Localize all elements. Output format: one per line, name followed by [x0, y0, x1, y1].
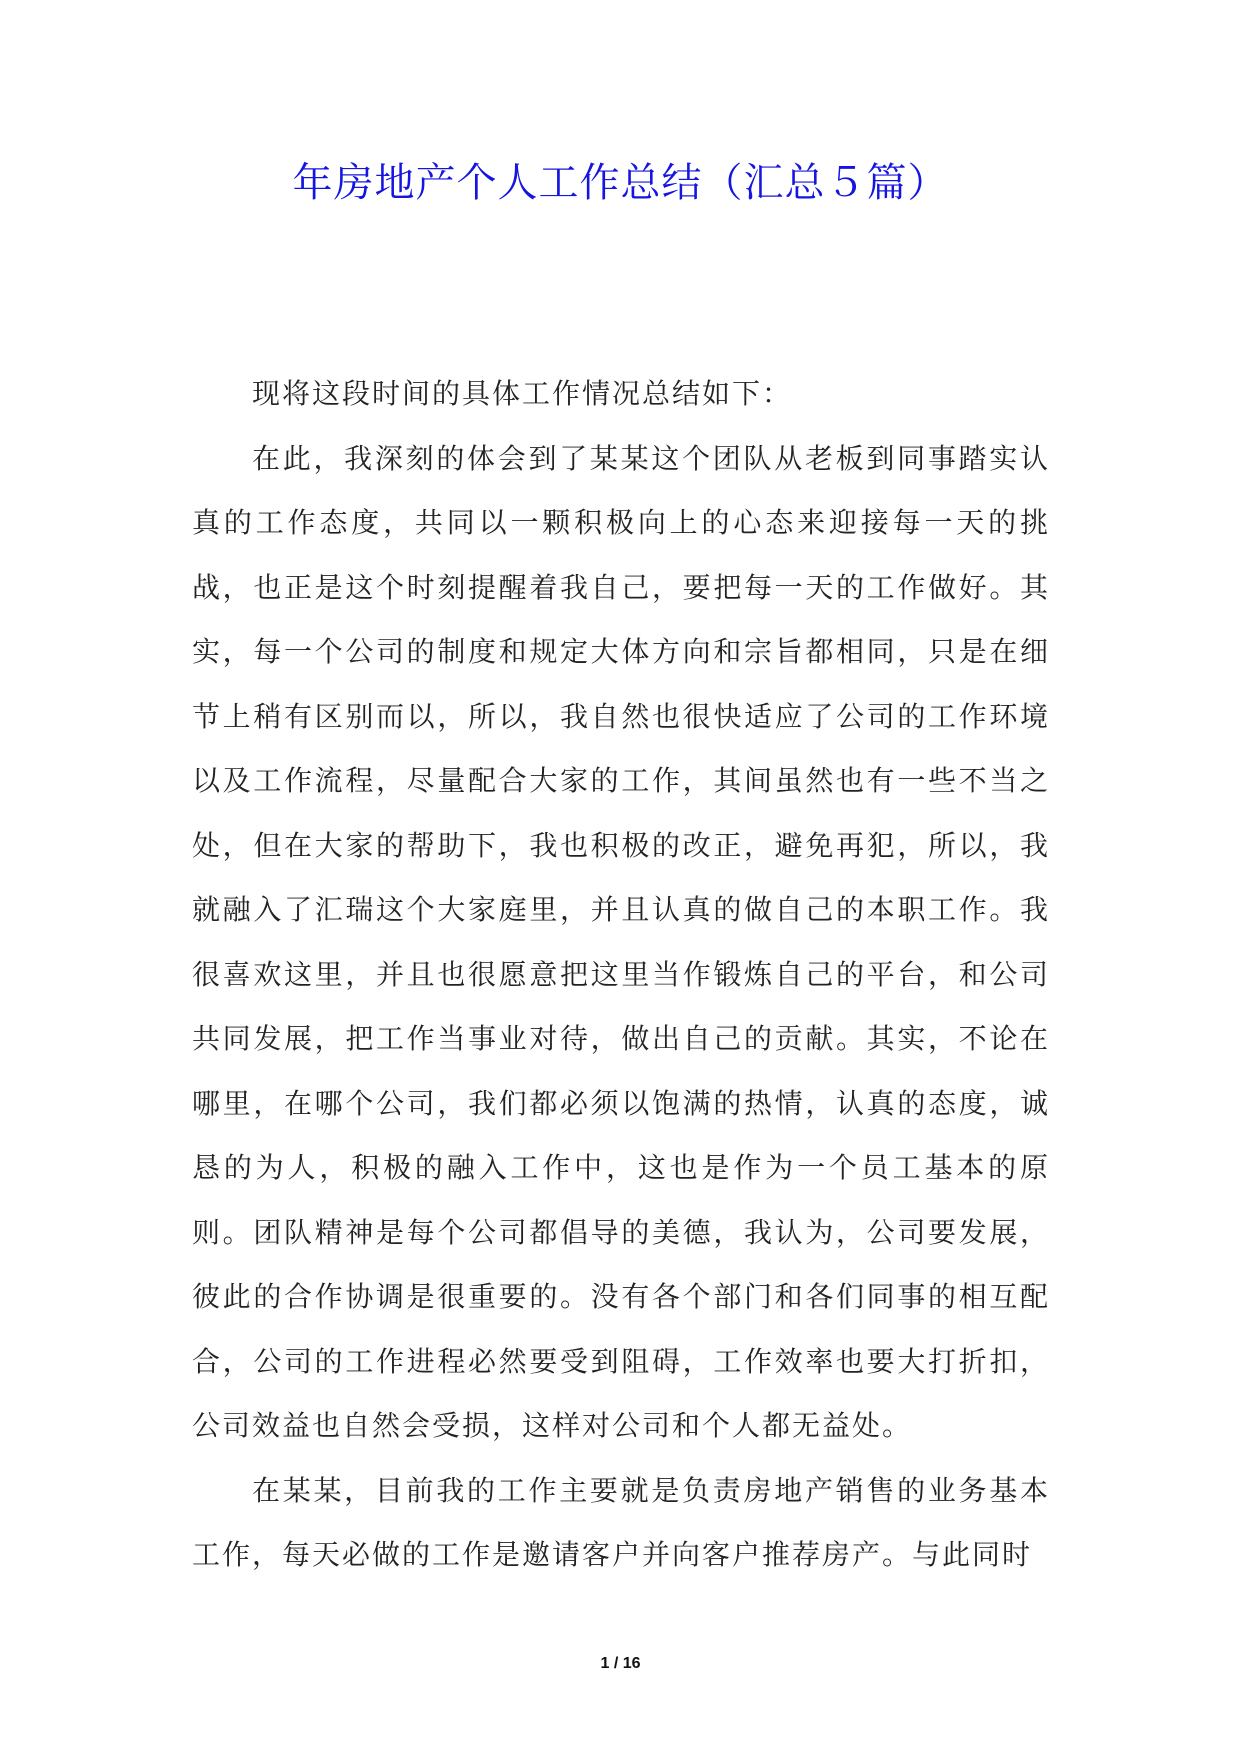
page-number: 1 / 16 — [600, 1655, 641, 1672]
document-body — [192, 362, 1050, 1588]
paragraph-intro: 现将这段时间的具体工作情况总结如下： — [252, 377, 793, 410]
document-title: 年房地产个人工作总结（汇总５篇） — [292, 160, 949, 206]
paragraph-team-experience: 在此，我深刻的体会到了某某这个团队从老板到同事踏实认真的工作态度，共同以一颗积极向上的心态来迎接每一天的挑战，也正是这个时刻提醒着我自己，要把每一天的工作做好。其实，每一个公司的制度和规定大体方向和宗旨都相同，只是在细节上稍有区别而以，所以，我自然也很快适应了公司的工作环境以及工作流程，尽量配合大家的工作，其间虽然也有一些不当之处，但在大家的帮助下，我也积极的改正，避免再犯，所以，我就融入了汇瑞这个大家庭里，并且认真的做自己的本职工作。我很喜欢这里，并且也很愿意把这里当作锻炼自己的平台，和公司共同发展，把工作当事业对待，做出自己的贡献。其实，不论在哪里，在哪个公司，我们都必须以饱满的热情，认真的态度，诚恳的为人，积极的融入工作中，这也是作为一个员工基本的原则。团队精神是每个公司都倡导的美德，我认为，公司要发展，彼此的合作协调是很重要的。没有各个部门和各们同事的相互配合，公司的工作进程必然要受到阻碍，工作效率也要大打折扣，公司效益也自然会受损，这样对公司和个人都无益处。 — [192, 441, 1050, 1442]
paragraph-current-work: 在某某，目前我的工作主要就是负责房地产销售的业务基本工作，每天必做的工作是邀请客户并向客户推荐房产。与此同时 — [192, 1473, 1050, 1571]
